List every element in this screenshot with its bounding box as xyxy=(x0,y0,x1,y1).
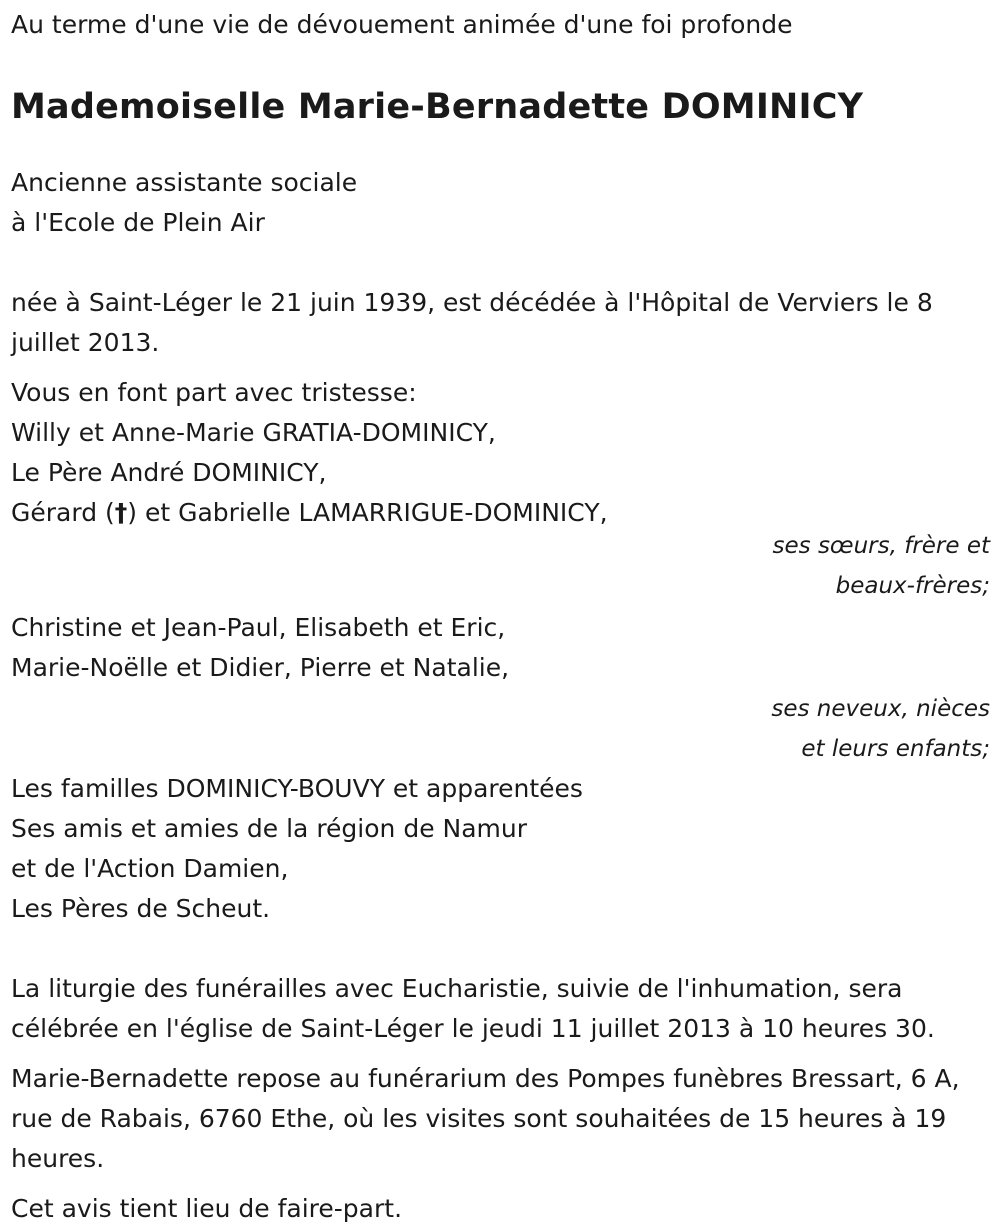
other-line: et de l'Action Damien, xyxy=(11,854,289,883)
relation-line: et leurs enfants; xyxy=(801,736,990,762)
relation-line: ses neveux, nièces xyxy=(771,696,990,722)
profession-line-1: Ancienne assistante sociale xyxy=(11,168,358,197)
deceased-name: Mademoiselle Marie-Bernadette DOMINICY xyxy=(11,87,864,127)
intro-text: Au terme d'une vie de dévouement animée d'une foi profonde xyxy=(11,10,793,39)
sibling-line: Willy et Anne-Marie GRATIA-DOMINICY, xyxy=(11,418,496,447)
relation-line: ses sœurs, frère et xyxy=(772,533,990,559)
siblings-relation xyxy=(11,526,990,606)
announcement-intro: Vous en font part avec tristesse: xyxy=(11,378,417,407)
closing-text: Cet avis tient lieu de faire-part. xyxy=(11,1194,403,1223)
liturgy-text: La liturgie des funérailles avec Eucharistie, suivie de l'inhumation, sera célébrée en l'église de Saint-Léger le jeudi 11 juillet 2013 à 10 heures 30. xyxy=(11,974,935,1043)
nephews-relation xyxy=(11,689,990,769)
visitation-text: Marie-Bernadette repose au funérarium des Pompes funèbres Bressart, 6 A, rue de Rabais, 6760 Ethe, où les visites sont souhaitées de 15 heures à 19 heures. xyxy=(11,1064,960,1173)
deceased-cross-icon: † xyxy=(114,498,128,527)
relation-line: beaux-frères; xyxy=(835,573,990,599)
birth-death-text: née à Saint-Léger le 21 juin 1939, est décédée à l'Hôpital de Verviers le 8 juillet 2013. xyxy=(11,288,933,357)
sibling-text-after-cross: ) et Gabrielle LAMARRIGUE-DOMINICY, xyxy=(127,498,608,527)
other-line: Ses amis et amies de la région de Namur xyxy=(11,814,528,843)
others-block xyxy=(11,769,990,929)
sibling-text-before-cross: Gérard ( xyxy=(11,498,115,527)
obituary-notice xyxy=(11,5,990,1229)
nephews-block xyxy=(11,608,990,769)
sibling-line: Le Père André DOMINICY, xyxy=(11,458,327,487)
nephew-line: Christine et Jean-Paul, Elisabeth et Eric, xyxy=(11,613,506,642)
other-line: Les Pères de Scheut. xyxy=(11,894,271,923)
nephew-line: Marie-Noëlle et Didier, Pierre et Natalie, xyxy=(11,653,510,682)
other-line: Les familles DOMINICY-BOUVY et apparentées xyxy=(11,774,583,803)
profession-line-2: à l'Ecole de Plein Air xyxy=(11,208,265,237)
siblings-block xyxy=(11,413,990,606)
